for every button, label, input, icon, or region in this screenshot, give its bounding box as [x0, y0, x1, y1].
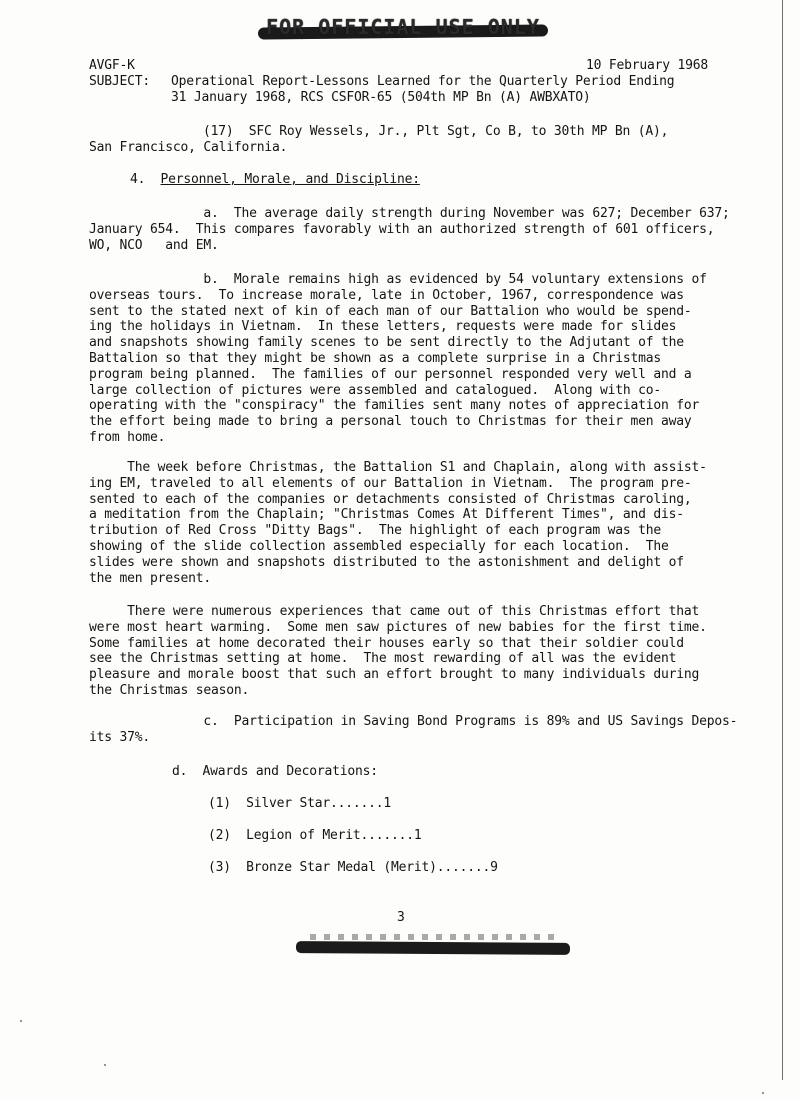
subject-line-1: Operational Report-Lessons Learned for the Quarterly Period Ending	[171, 74, 675, 89]
section-number: 4.	[130, 172, 146, 187]
page-edge-line	[782, 0, 783, 1080]
subject-line-2: 31 January 1968, RCS CSFOR-65 (504th MP Bn (A) AWBXATO)	[171, 90, 591, 105]
paragraph-christmas-week: The week before Christmas, the Battalion S1 and Chaplain, along with assist- ing EM, traveled to all elements of our Battalion in Vietnam. The program pre- sented to each of the companies or detachments consisted of Christmas caroling, a meditation from the Chaplain; "Christmas Comes At Different Times", and dis- tribution of Red Cross "Ditty Bags". The highlight of each program was the showing of the slide collection assembled especially for each location. The slides were shown and snapshots distributed to the astonishment and delight of the men present.	[89, 460, 707, 586]
stamp-text: FOR OFFICIAL USE ONLY	[266, 15, 540, 39]
subject-label: SUBJECT:	[89, 74, 151, 89]
item-17-line-1: (17) SFC Roy Wessels, Jr., Plt Sgt, Co B, to 30th MP Bn (A),	[203, 124, 669, 139]
bottom-redaction-bar	[296, 941, 570, 955]
section-heading	[130, 172, 420, 188]
scan-speck	[20, 1020, 22, 1022]
document-date: 10 February 1968	[586, 58, 709, 73]
item-17-line-2: San Francisco, California.	[89, 140, 288, 155]
section-title: Personnel, Morale, and Discipline:	[160, 172, 420, 187]
reference-code: AVGF-K	[89, 58, 135, 73]
paragraph-a: a. The average daily strength during November was 627; December 637; January 654. This compares favorably with an authorized strength of 601 officers, WO, NCO and EM.	[89, 206, 730, 253]
paragraph-c: c. Participation in Saving Bond Programs is 89% and US Savings Depos- its 37%.	[89, 714, 738, 745]
classification-stamp	[258, 14, 548, 40]
paragraph-experiences: There were numerous experiences that came out of this Christmas effort that were most heart warming. Some men saw pictures of new babies for the first time. Some families at home decorated their houses early so that their soldier could see the Christmas setting at home. The most rewarding of all was the evident pleasure and morale boost that such an effort brought to many individuals during the Christmas season.	[89, 604, 707, 698]
page-number: 3	[397, 910, 405, 925]
scan-speck	[762, 1092, 764, 1094]
award-item: (2) Legion of Merit.......1	[208, 828, 422, 843]
award-item: (3) Bronze Star Medal (Merit).......9	[208, 860, 498, 875]
scan-speck	[104, 1064, 106, 1066]
paragraph-d-heading: d. Awards and Decorations:	[172, 764, 378, 779]
award-item: (1) Silver Star.......1	[208, 796, 392, 811]
paragraph-b: b. Morale remains high as evidenced by 54 voluntary extensions of overseas tours. To increase morale, late in October, 1967, correspondence was sent to the stated next of kin of each man of our Battalion who would be spend- ing the holidays in Vietnam. In these letters, requests were made for slides and snapshots showing family scenes to be sent directly to the Adjutant of the Battalion so that they might be shown as a complete surprise in a Christmas program being planned. The families of our personnel responded very well and a large collection of pictures were assembled and catalogued. Along with co- operating with the "conspiracy" the families sent many notes of appreciation for the effort being made to bring a personal touch to Christmas for their men away from home.	[89, 272, 707, 445]
bottom-stamp-residue	[310, 934, 560, 940]
